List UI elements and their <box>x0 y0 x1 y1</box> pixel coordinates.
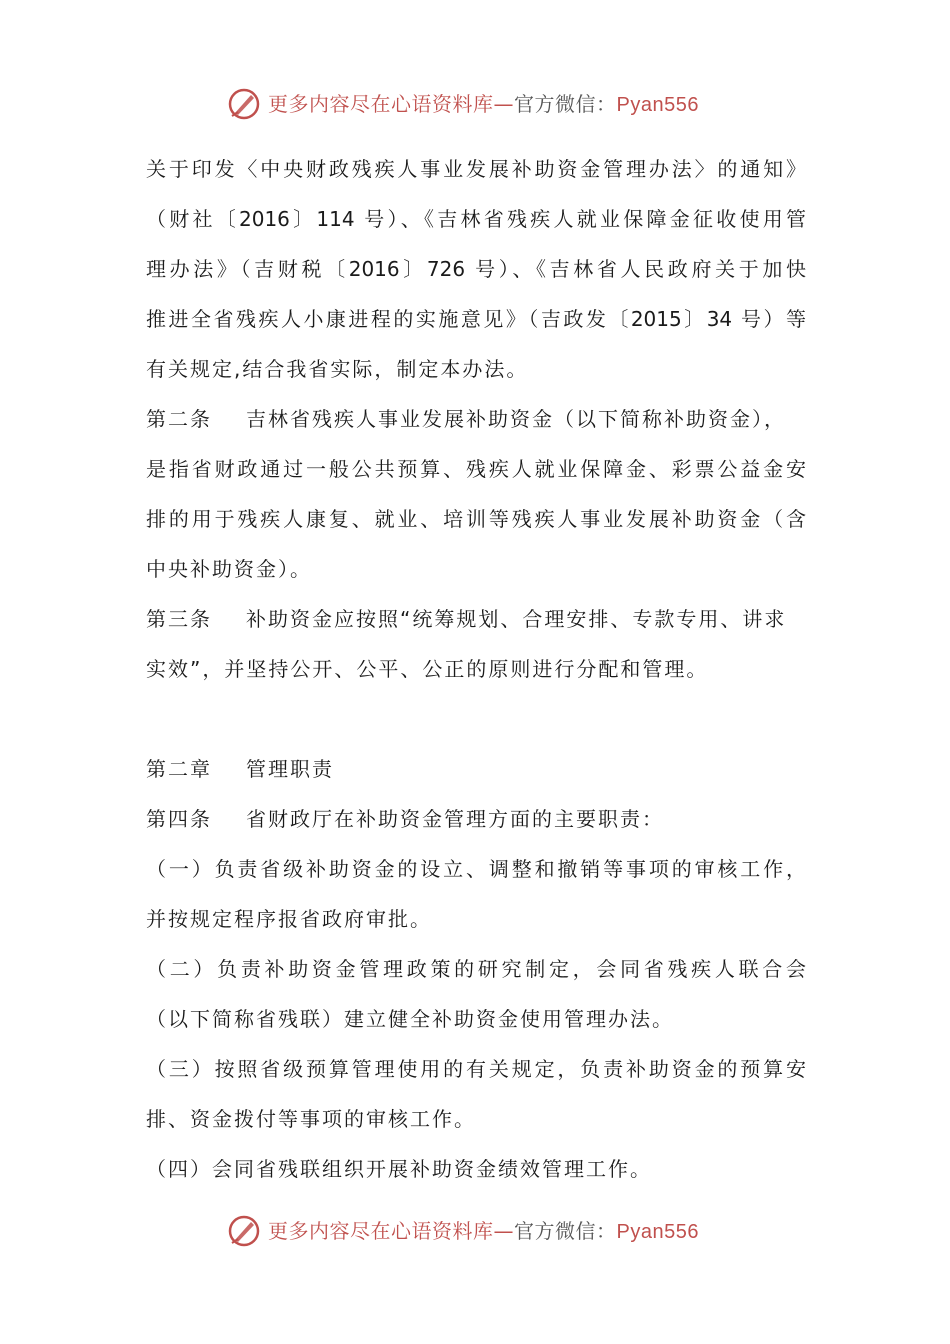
article-label: 第四条 <box>146 807 212 831</box>
watermark-text: 更多内容尽在心语资料库—官方微信：Pyan556 <box>268 1219 699 1243</box>
chapter-title: 管理职责 <box>246 757 334 781</box>
duty-item-line: （二）负责补助资金管理政策的研究制定，会同省残疾人联合会 <box>146 957 806 981</box>
duty-item-line: （三）按照省级预算管理使用的有关规定，负责补助资金的预算安 <box>146 1057 806 1081</box>
quill-logo-icon <box>226 1213 262 1249</box>
article-2-heading <box>146 401 806 451</box>
duty-item-line: （四）会同省残联组织开展补助资金绩效管理工作。 <box>146 1157 652 1181</box>
duty-item-line: 并按规定程序报省政府审批。 <box>146 907 432 931</box>
article-4-heading <box>146 801 806 851</box>
intro-line: 推进全省残疾人小康进程的实施意见》（吉政发〔2015〕34 号）等 <box>146 307 806 331</box>
quill-logo-icon <box>226 86 262 122</box>
article-label: 第三条 <box>146 607 212 631</box>
section-spacer <box>146 701 806 751</box>
article-label: 第二条 <box>146 407 212 431</box>
article-2-line: 排的用于残疾人康复、就业、培训等残疾人事业发展补助资金（含 <box>146 507 806 531</box>
intro-line: 有关规定,结合我省实际，制定本办法。 <box>146 357 529 381</box>
duty-item-line: 排、资金拨付等事项的审核工作。 <box>146 1107 476 1131</box>
article-text: 省财政厅在补助资金管理方面的主要职责： <box>246 807 664 831</box>
article-2-line: 是指省财政通过一般公共预算、残疾人就业保障金、彩票公益金安 <box>146 457 806 481</box>
watermark-text: 更多内容尽在心语资料库—官方微信：Pyan556 <box>268 92 699 116</box>
chapter-label: 第二章 <box>146 757 212 781</box>
intro-line: 关于印发〈中央财政残疾人事业发展补助资金管理办法〉的通知》 <box>146 157 806 181</box>
intro-line: （财社〔2016〕114 号）、《吉林省残疾人就业保障金征收使用管 <box>146 207 806 231</box>
duty-item-line: （以下简称省残联）建立健全补助资金使用管理办法。 <box>146 1007 674 1031</box>
article-3-heading <box>146 601 806 651</box>
article-text: 补助资金应按照“统筹规划、合理安排、专款专用、讲求 <box>246 607 787 631</box>
article-text: 吉林省残疾人事业发展补助资金（以下简称补助资金）， <box>246 407 786 431</box>
watermark-banner-bottom <box>0 1211 950 1251</box>
duty-item-line: （一）负责省级补助资金的设立、调整和撤销等事项的审核工作， <box>146 857 806 881</box>
chapter-2-heading <box>146 751 806 801</box>
article-2-line: 中央补助资金）。 <box>146 557 312 581</box>
intro-line: 理办法》（吉财税〔2016〕726 号）、《吉林省人民政府关于加快 <box>146 257 806 281</box>
document-body <box>146 151 806 1201</box>
watermark-banner-top <box>0 84 950 124</box>
article-3-line: 实效”，并坚持公开、公平、公正的原则进行分配和管理。 <box>146 657 709 681</box>
